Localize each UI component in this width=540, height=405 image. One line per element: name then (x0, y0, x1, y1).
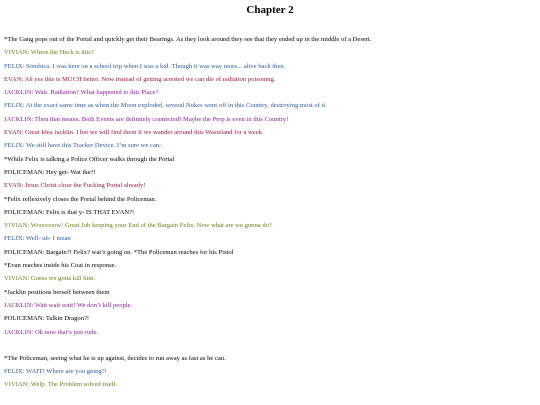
dialogue-line-vivian: VIVIAN: Woooooow! Great Job keeping your End of the Bargain Felix. Now what are we gonna do? (4, 222, 272, 230)
dialogue-lines (4, 33, 536, 392)
narration-line: *While Felix is talking a Police Officer walks through the Portal (4, 155, 175, 163)
dialogue-line-felix: FELIX: Well- uh- I mean (4, 235, 71, 243)
dialogue-line-evan: EVAN: Jesus Christ close the Fucking Portal already! (4, 182, 146, 190)
dialogue-line-felix: FELIX: At the exact same time as when the Moon exploded, several Nukes went off in this Country, destroying most of it. (4, 102, 327, 110)
dialogue-line-vivian: VIVIAN: Guess we gotta kill him. (4, 275, 96, 283)
dialogue-line-jacklin: JACKLIN: Wait. Radiation? What happened to this Place? (4, 89, 159, 97)
dialogue-line-policeman: POLICEMAN: Hey get- Wat the?! (4, 168, 96, 176)
dialogue-line-felix: FELIX: We still have this Tracker Device. I’m sure we can- (4, 142, 162, 150)
narration-line: *The Policeman, seeing what he is up against, decides to run away as fast as he can. (4, 354, 226, 362)
dialogue-line-felix: FELIX: Sombica. I was here on a school trip when I was a kid. Though it was way more... alive back then. (4, 62, 286, 70)
dialogue-line-policeman: POLICEMAN: Bargain?! Felix? wat’s going on. *The Policeman reaches for his Pistol (4, 248, 234, 256)
narration-line: *The Gang pops out of the Portal and quickly get their Bearings. As they look around they see that they ended up in the middle of a Desert. (4, 36, 372, 43)
narration-line: *Jacklin positions herself between them (4, 288, 110, 296)
dialogue-line-vivian: VIVIAN: Welp. The Problem solved itself. (4, 381, 118, 389)
dialogue-line-evan: EVAN: Great Idea Jacklin. I bet we will find them if we wander around this Wasteland for a week. (4, 129, 264, 137)
chapter-title: Chapter 2 (246, 4, 294, 16)
dialogue-line-jacklin: JACKLIN: Then that means. Both Events are definitely connected! Maybe the Perp is even in this Country! (4, 115, 289, 123)
dialogue-line-jacklin: JACKLIN: Ok now that’s just rude. (4, 328, 99, 336)
dialogue-line-felix: FELIX: WAIT! Where are you going?! (4, 368, 107, 376)
narration-line: *Evan reaches inside his Coat in response. (4, 262, 117, 270)
narration-line: *Felix reflexively closes the Portal behind the Policeman. (4, 195, 157, 203)
dialogue-line-jacklin: JACKLIN: Wait wait wait! We don’t kill people. (4, 301, 133, 309)
dialogue-line-vivian: VIVIAN: Where the Heck is this? (4, 49, 94, 57)
dialogue-line-policeman: POLICEMAN: Talkin Dragon?! (4, 315, 90, 323)
dialogue-line-evan: EVAN: Ah yes this is MUCH better. Now instead of getting arrested we can die of radiation poisoning. (4, 75, 276, 83)
dialogue-line-policeman: POLICEMAN: Felix is that y- IS THAT EVAN?! (4, 208, 135, 216)
